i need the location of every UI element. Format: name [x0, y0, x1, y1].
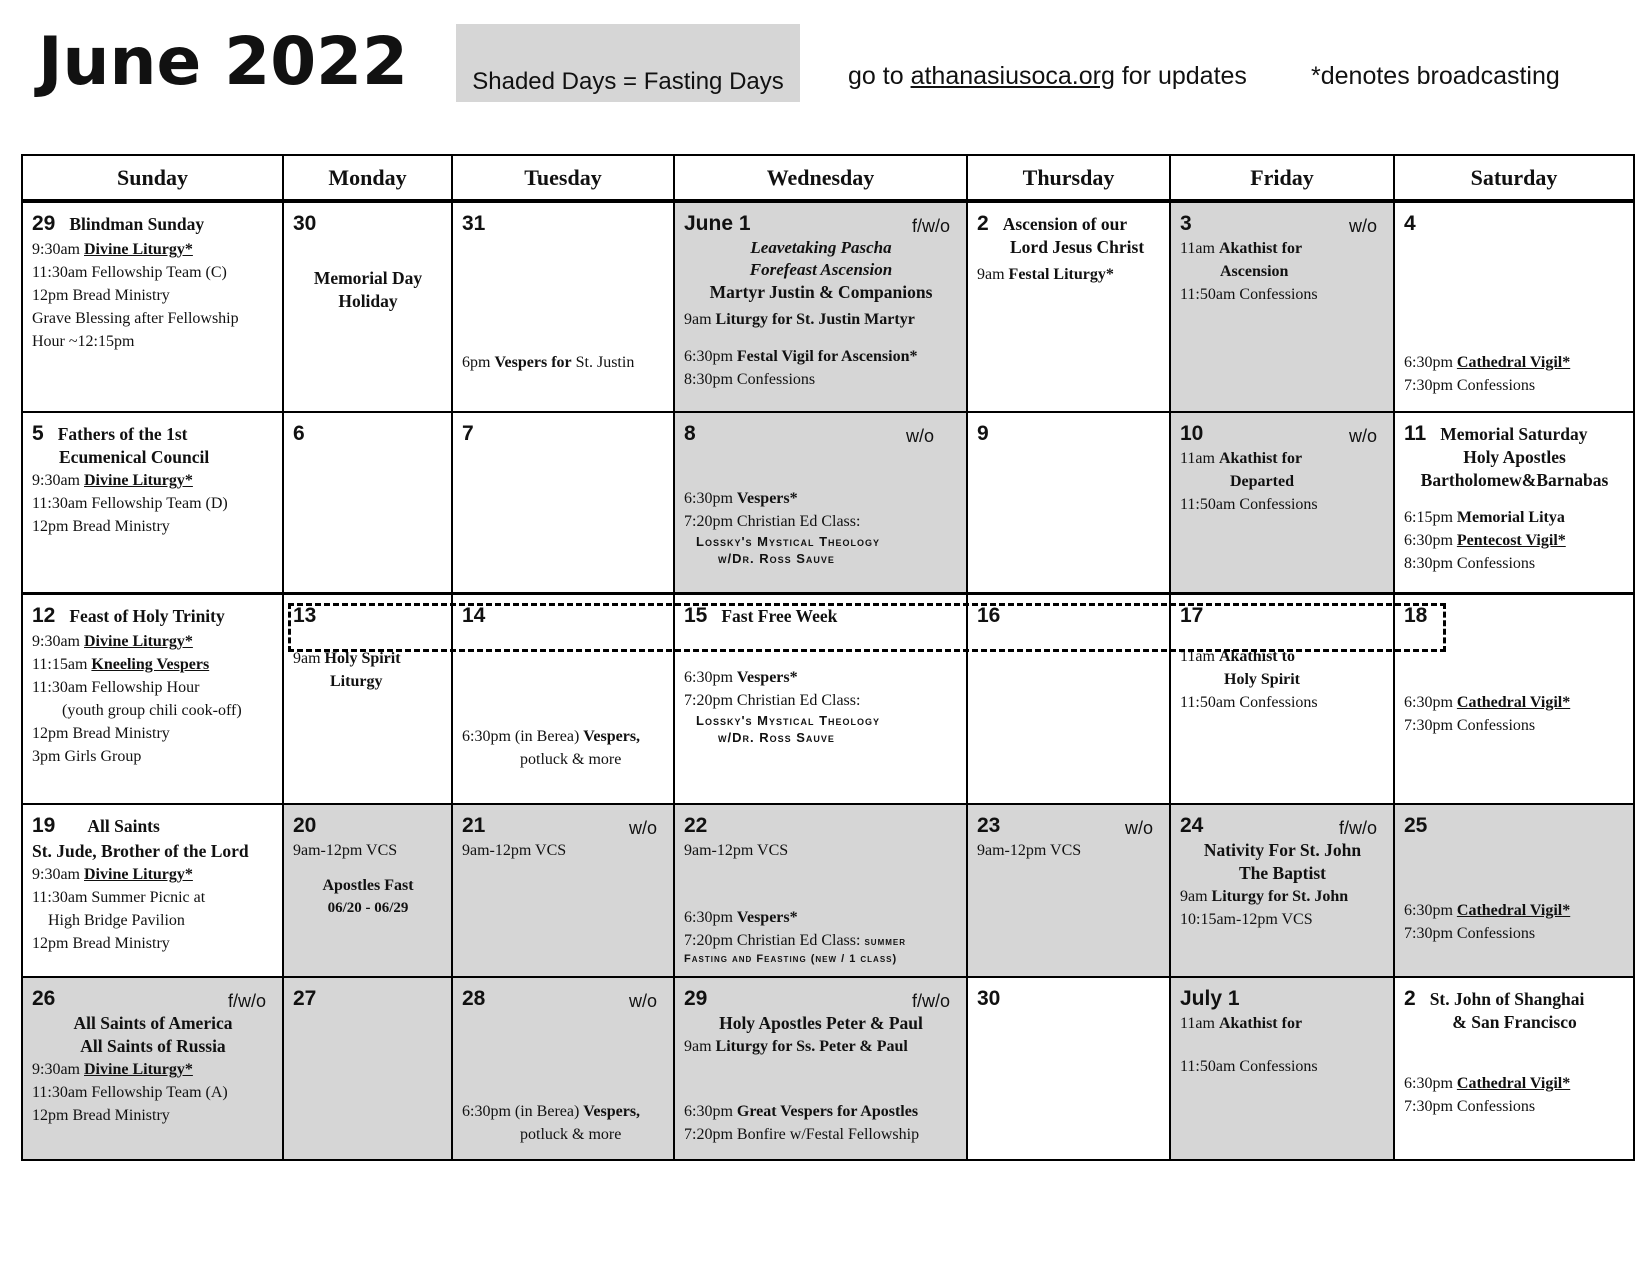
- event-line: 7:30pm Confessions: [1404, 1098, 1536, 1115]
- feast-name: Fathers of the 1st: [57, 424, 188, 444]
- day-number: 23: [977, 814, 1001, 837]
- day-cell[interactable]: [967, 977, 1170, 1160]
- feast-name: Nativity For St. John: [1203, 840, 1362, 860]
- fasting-code: w/o: [905, 426, 934, 446]
- day-cell[interactable]: [1170, 593, 1394, 804]
- day-number: 29: [684, 987, 708, 1010]
- event-line: Ascension: [1220, 263, 1289, 280]
- broadcast-note: *denotes broadcasting: [1311, 62, 1560, 90]
- day-cell[interactable]: [1170, 804, 1394, 977]
- event-line: 6:30pm Cathedral Vigil*: [1404, 693, 1571, 711]
- feast-note: Leavetaking Pascha: [750, 238, 892, 257]
- weekday-thursday: Thursday: [967, 155, 1170, 201]
- event-line: 8:30pm Confessions: [1404, 555, 1536, 572]
- event-line: 6:30pm Cathedral Vigil*: [1404, 1075, 1571, 1092]
- event-line: 11:15am Kneeling Vespers: [32, 655, 210, 673]
- day-cell[interactable]: [452, 201, 674, 412]
- event-line: 9am-12pm VCS: [462, 842, 567, 859]
- day-number: 2: [1404, 987, 1416, 1010]
- weekday-header-row: [22, 155, 1634, 201]
- event-line: 3pm Girls Group: [32, 747, 142, 765]
- event-line: 12pm Bread Ministry: [32, 935, 170, 952]
- feast-name: Holy Apostles: [1463, 447, 1566, 467]
- day-cell[interactable]: [1394, 804, 1634, 977]
- event-line: 11:30am Fellowship Team (C): [32, 264, 227, 281]
- event-line: 12pm Bread Ministry: [32, 1107, 170, 1124]
- fasting-legend: Shaded Days = Fasting Days: [456, 24, 800, 102]
- event-line: 12pm Bread Ministry: [32, 724, 170, 742]
- day-cell[interactable]: [967, 804, 1170, 977]
- day-cell[interactable]: [1170, 977, 1394, 1160]
- feast-name: Ecumenical Council: [59, 447, 210, 467]
- fasting-code: w/o: [628, 818, 657, 838]
- event-line: 6:30pm Cathedral Vigil*: [1404, 354, 1571, 371]
- fasting-code: f/w/o: [911, 991, 950, 1011]
- day-cell[interactable]: [967, 201, 1170, 412]
- day-number: 15: [684, 603, 708, 627]
- day-number: June 1: [684, 212, 751, 235]
- event-line: 9am-12pm VCS: [293, 842, 398, 859]
- event-line: 9am Festal Liturgy*: [977, 266, 1114, 283]
- feast-name: All Saints: [87, 816, 160, 836]
- day-number: 18: [1404, 603, 1428, 627]
- feast-name: Blindman Sunday: [69, 214, 205, 234]
- event-line: 7:30pm Confessions: [1404, 377, 1536, 394]
- feast-name: Feast of Holy Trinity: [69, 605, 225, 626]
- day-cell[interactable]: [22, 804, 283, 977]
- day-number: 25: [1404, 814, 1428, 837]
- day-number: 30: [977, 987, 1001, 1010]
- event-line: 6:30pm Vespers*: [684, 909, 798, 926]
- event-line: 12pm Bread Ministry: [32, 518, 170, 535]
- event-line: High Bridge Pavilion: [48, 912, 185, 929]
- feast-note: Forefeast Ascension: [749, 260, 893, 279]
- event-line: Liturgy: [330, 672, 383, 690]
- day-number: 30: [293, 212, 317, 235]
- day-cell[interactable]: [283, 201, 452, 412]
- weekday-tuesday: Tuesday: [452, 155, 674, 201]
- website-link[interactable]: athanasiusoca.org: [910, 62, 1115, 90]
- fasting-code: f/w/o: [1338, 818, 1377, 838]
- day-cell[interactable]: [674, 412, 967, 593]
- event-line: 7:20pm Christian Ed Class:: [684, 691, 861, 709]
- event-line: 11:50am Confessions: [1180, 286, 1318, 303]
- feast-name: The Baptist: [1238, 863, 1327, 883]
- event-line: 6:30pm Vespers*: [684, 668, 798, 686]
- holiday-name: Holiday: [338, 291, 398, 311]
- feast-name: Ascension of our: [1002, 214, 1128, 234]
- week-row: [22, 977, 1634, 1160]
- day-cell[interactable]: [1394, 201, 1634, 412]
- day-cell[interactable]: [674, 593, 967, 804]
- day-number: 20: [293, 814, 317, 837]
- fasting-code: w/o: [1348, 426, 1377, 446]
- feast-name: Holy Apostles Peter & Paul: [719, 1013, 923, 1033]
- day-cell[interactable]: [1394, 412, 1634, 593]
- day-number: 28: [462, 987, 486, 1010]
- day-cell[interactable]: [452, 593, 674, 804]
- day-number: 9: [977, 422, 989, 445]
- event-line: 10:15am-12pm VCS: [1180, 911, 1313, 928]
- week-note: Fast Free Week: [721, 605, 838, 626]
- event-line: 6:30pm Cathedral Vigil*: [1404, 902, 1571, 919]
- day-cell[interactable]: [1170, 201, 1394, 412]
- class-instructor: w/Dr. Ross Sauve: [718, 551, 835, 566]
- event-line: 9am-12pm VCS: [977, 842, 1082, 859]
- day-number: 2: [977, 212, 989, 235]
- day-number: 4: [1404, 212, 1416, 235]
- event-line: 9am-12pm VCS: [684, 842, 789, 859]
- feast-name: Martyr Justin & Companions: [709, 282, 933, 302]
- day-number: 12: [32, 603, 56, 627]
- calendar-grid: [21, 154, 1635, 1161]
- feast-name: St. John of Shanghai: [1429, 989, 1585, 1009]
- event-line: 9:30am Divine Liturgy*: [32, 472, 193, 489]
- event-line: 11am Akathist for: [1180, 240, 1303, 257]
- event-line: 11:30am Summer Picnic at: [32, 889, 206, 906]
- event-line: 9:30am Divine Liturgy*: [32, 632, 193, 650]
- feast-name: Lord Jesus Christ: [1010, 237, 1145, 257]
- week-row: [22, 412, 1634, 593]
- event-line: 11:30am Fellowship Team (D): [32, 495, 228, 512]
- day-number: 14: [462, 603, 486, 627]
- fasting-code: w/o: [1348, 216, 1377, 236]
- day-number: 3: [1180, 212, 1192, 235]
- event-line: 9am Liturgy for St. John: [1180, 888, 1349, 905]
- event-line: potluck & more: [520, 750, 622, 768]
- day-cell[interactable]: [283, 804, 452, 977]
- weekday-saturday: Saturday: [1394, 155, 1634, 201]
- event-line: 9:30am Divine Liturgy*: [32, 241, 193, 258]
- day-cell[interactable]: [22, 977, 283, 1160]
- day-number: 26: [32, 987, 56, 1010]
- updates-note: [848, 62, 1247, 91]
- day-cell[interactable]: [674, 804, 967, 977]
- event-line: Grave Blessing after Fellowship: [32, 310, 239, 327]
- week-row: [22, 201, 1634, 412]
- updates-prefix: go to: [848, 62, 904, 90]
- event-line: 11:30am Fellowship Team (A): [32, 1084, 228, 1101]
- event-line: 7:20pm Christian Ed Class: summer: [684, 932, 907, 949]
- day-number: 11: [1404, 422, 1427, 445]
- event-line: 11:50am Confessions: [1180, 693, 1318, 711]
- day-cell[interactable]: [452, 412, 674, 593]
- day-number: 19: [32, 814, 56, 837]
- fasting-code: f/w/o: [227, 991, 266, 1011]
- day-number: 5: [32, 422, 44, 445]
- event-line: 11:30am Fellowship Hour: [32, 678, 200, 696]
- event-line: 11:50am Confessions: [1180, 496, 1318, 513]
- day-number: 10: [1180, 422, 1204, 445]
- event-line: Holy Spirit: [1224, 670, 1301, 688]
- feast-name: & San Francisco: [1452, 1012, 1577, 1032]
- event-line: 6:30pm Pentecost Vigil*: [1404, 532, 1566, 549]
- day-cell[interactable]: [1394, 593, 1634, 804]
- fast-note: Apostles Fast: [322, 877, 414, 894]
- event-line: 9:30am Divine Liturgy*: [32, 866, 193, 883]
- event-line: 9am Holy Spirit: [293, 649, 401, 667]
- feast-name: St. Jude, Brother of the Lord: [32, 841, 249, 861]
- day-number: 31: [462, 212, 486, 235]
- event-line: 9:30am Divine Liturgy*: [32, 1061, 193, 1078]
- weekday-friday: Friday: [1170, 155, 1394, 201]
- day-number: 22: [684, 814, 708, 837]
- day-cell[interactable]: [1394, 977, 1634, 1160]
- class-instructor: w/Dr. Ross Sauve: [718, 729, 835, 745]
- day-cell[interactable]: [967, 593, 1170, 804]
- event-line: 11:50am Confessions: [1180, 1058, 1318, 1075]
- feast-name: All Saints of Russia: [80, 1036, 226, 1056]
- day-cell[interactable]: [674, 977, 967, 1160]
- day-number: 24: [1180, 814, 1204, 837]
- event-line: 11am Akathist for: [1180, 450, 1303, 467]
- event-line: 6:30pm Great Vespers for Apostles: [684, 1103, 919, 1120]
- event-line: potluck & more: [520, 1126, 622, 1143]
- feast-name: Bartholomew&Barnabas: [1420, 470, 1609, 490]
- event-line: 6:30pm Festal Vigil for Ascension*: [684, 348, 918, 365]
- day-cell[interactable]: [283, 412, 452, 593]
- updates-suffix: for updates: [1121, 62, 1247, 90]
- feast-name: All Saints of America: [73, 1013, 233, 1033]
- event-line: 6pm Vespers for St. Justin: [462, 354, 635, 371]
- page-title: June 2022: [38, 23, 408, 100]
- event-line: 7:20pm Christian Ed Class:: [684, 513, 861, 530]
- day-cell[interactable]: [283, 593, 452, 804]
- day-number: 17: [1180, 603, 1204, 627]
- day-number: 8: [684, 422, 696, 445]
- event-line: 11am Akathist to: [1180, 647, 1295, 665]
- week-row: [22, 804, 1634, 977]
- day-cell[interactable]: [967, 412, 1170, 593]
- weekday-sunday: Sunday: [22, 155, 283, 201]
- class-title: Lossky's Mystical Theology: [696, 712, 881, 728]
- event-line: Departed: [1230, 473, 1294, 490]
- feast-name: Memorial Saturday: [1440, 424, 1588, 444]
- fasting-code: w/o: [1124, 818, 1153, 838]
- event-line: Hour ~12:15pm: [32, 333, 135, 350]
- event-line: 11am Akathist for: [1180, 1015, 1303, 1032]
- event-line: (youth group chili cook-off): [62, 701, 242, 719]
- day-cell[interactable]: [22, 201, 283, 412]
- fast-dates: 06/20 - 06/29: [327, 900, 409, 916]
- day-number: 6: [293, 422, 305, 445]
- event-line: 8:30pm Confessions: [684, 371, 816, 388]
- event-line: 6:30pm (in Berea) Vespers,: [462, 727, 641, 745]
- day-cell[interactable]: [283, 977, 452, 1160]
- day-cell[interactable]: [22, 412, 283, 593]
- day-cell[interactable]: [452, 977, 674, 1160]
- day-number: 29: [32, 212, 56, 235]
- event-line: 6:30pm (in Berea) Vespers,: [462, 1103, 641, 1120]
- event-line: 7:20pm Bonfire w/Festal Fellowship: [684, 1126, 920, 1143]
- day-number: 21: [462, 814, 486, 837]
- fasting-code: w/o: [628, 991, 657, 1011]
- day-number: July 1: [1180, 987, 1240, 1010]
- event-line: 7:30pm Confessions: [1404, 716, 1536, 734]
- day-number: 13: [293, 603, 317, 627]
- day-cell[interactable]: [1170, 412, 1394, 593]
- day-number: 27: [293, 987, 317, 1010]
- holiday-name: Memorial Day: [313, 268, 423, 288]
- day-cell[interactable]: [452, 804, 674, 977]
- day-cell[interactable]: [22, 593, 283, 804]
- event-line: 9am Liturgy for St. Justin Martyr: [684, 311, 915, 328]
- day-number: 7: [462, 422, 474, 445]
- class-title: Fasting and Feasting (new / 1 class): [684, 953, 898, 965]
- event-line: 9am Liturgy for Ss. Peter & Paul: [684, 1038, 908, 1055]
- day-cell[interactable]: [674, 201, 967, 412]
- event-line: 6:15pm Memorial Litya: [1404, 509, 1565, 526]
- event-line: 12pm Bread Ministry: [32, 287, 170, 304]
- event-line: 6:30pm Vespers*: [684, 490, 798, 507]
- class-title: Lossky's Mystical Theology: [696, 534, 881, 549]
- fasting-code: f/w/o: [911, 216, 950, 236]
- weekday-monday: Monday: [283, 155, 452, 201]
- weekday-wednesday: Wednesday: [674, 155, 967, 201]
- event-line: 7:30pm Confessions: [1404, 925, 1536, 942]
- week-row: [22, 593, 1634, 804]
- day-number: 16: [977, 603, 1001, 627]
